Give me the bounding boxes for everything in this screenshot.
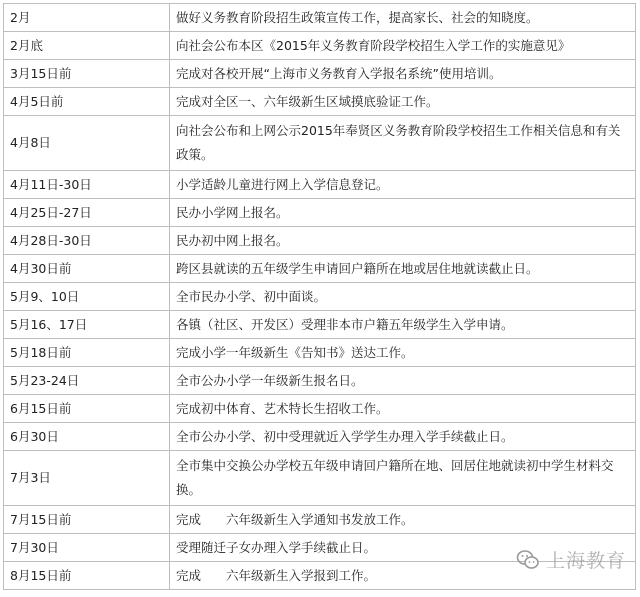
description-cell: 完成初中体育、艺术特长生招收工作。 (170, 395, 636, 423)
date-cell: 6月30日 (4, 423, 170, 451)
date-cell: 4月8日 (4, 116, 170, 171)
description-cell: 做好义务教育阶段招生政策宣传工作，提高家长、社会的知晓度。 (170, 4, 636, 32)
table-row (4, 60, 636, 88)
description-cell: 小学适龄儿童进行网上入学信息登记。 (170, 171, 636, 199)
table-row (4, 451, 636, 506)
schedule-table-body (4, 4, 636, 590)
table-row (4, 199, 636, 227)
description-cell: 完成对各校开展“上海市义务教育入学报名系统”使用培训。 (170, 60, 636, 88)
description-cell: 全市集中交换公办学校五年级申请回户籍所在地、回居住地就读初中学生材料交换。 (170, 451, 636, 506)
watermark-text: 上海教育 (545, 550, 626, 572)
date-cell: 4月11日-30日 (4, 171, 170, 199)
date-cell: 4月5日前 (4, 88, 170, 116)
date-cell: 7月30日 (4, 534, 170, 562)
date-cell: 2月 (4, 4, 170, 32)
table-row (4, 367, 636, 395)
table-row (4, 339, 636, 367)
table-row (4, 4, 636, 32)
description-cell: 各镇（社区、开发区）受理非本市户籍五年级学生入学申请。 (170, 311, 636, 339)
table-row (4, 32, 636, 60)
description-cell: 全市公办小学一年级新生报名日。 (170, 367, 636, 395)
description-cell: 向社会公布本区《2015年义务教育阶段学校招生入学工作的实施意见》 (170, 32, 636, 60)
enrollment-schedule-table (3, 3, 636, 590)
table-row (4, 506, 636, 534)
table-row (4, 255, 636, 283)
table-row (4, 283, 636, 311)
table-row (4, 562, 636, 590)
description-cell: 完成对全区一、六年级新生区域摸底验证工作。 (170, 88, 636, 116)
date-cell: 5月9、10日 (4, 283, 170, 311)
table-row (4, 395, 636, 423)
table-row (4, 423, 636, 451)
description-cell: 全市民办小学、初中面谈。 (170, 283, 636, 311)
description-cell: 受理随迁子女办理入学手续截止日。 (170, 534, 636, 562)
description-cell: 全市公办小学、初中受理就近入学学生办理入学手续截止日。 (170, 423, 636, 451)
table-row (4, 171, 636, 199)
date-cell: 5月23-24日 (4, 367, 170, 395)
description-cell: 跨区县就读的五年级学生申请回户籍所在地或居住地就读截止日。 (170, 255, 636, 283)
date-cell: 7月15日前 (4, 506, 170, 534)
table-row (4, 227, 636, 255)
date-cell: 6月15日前 (4, 395, 170, 423)
description-cell: 完成 六年级新生入学通知书发放工作。 (170, 506, 636, 534)
table-row (4, 88, 636, 116)
table-row (4, 311, 636, 339)
date-cell: 4月25日-27日 (4, 199, 170, 227)
date-cell: 2月底 (4, 32, 170, 60)
date-cell: 7月3日 (4, 451, 170, 506)
date-cell: 5月16、17日 (4, 311, 170, 339)
description-cell: 向社会公布和上网公示2015年奉贤区义务教育阶段学校招生工作相关信息和有关政策。 (170, 116, 636, 171)
description-cell: 民办初中网上报名。 (170, 227, 636, 255)
date-cell: 8月15日前 (4, 562, 170, 590)
table-row (4, 534, 636, 562)
table-row (4, 116, 636, 171)
description-cell: 完成小学一年级新生《告知书》送达工作。 (170, 339, 636, 367)
date-cell: 4月30日前 (4, 255, 170, 283)
description-cell: 完成 六年级新生入学报到工作。 (170, 562, 636, 590)
date-cell: 4月28日-30日 (4, 227, 170, 255)
description-cell: 民办小学网上报名。 (170, 199, 636, 227)
date-cell: 3月15日前 (4, 60, 170, 88)
date-cell: 5月18日前 (4, 339, 170, 367)
